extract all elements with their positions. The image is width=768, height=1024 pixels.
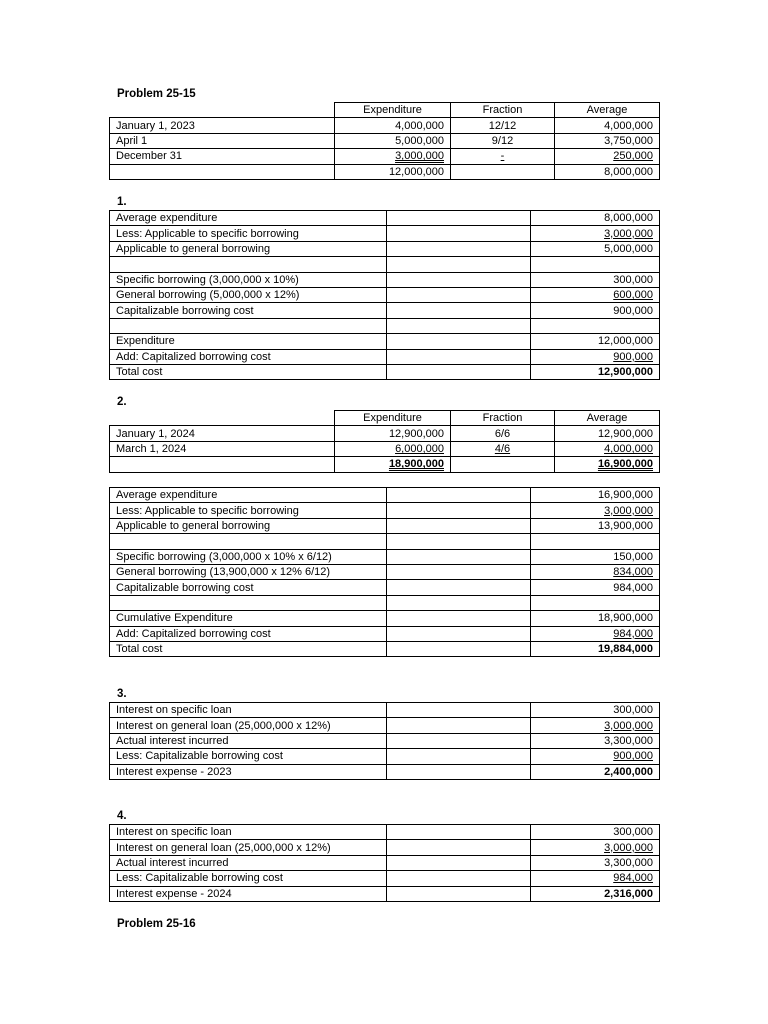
table-row xyxy=(110,303,660,318)
expenditure-schedule-2024 xyxy=(109,410,660,473)
row-label: Capitalizable borrowing cost xyxy=(110,580,387,595)
table-row xyxy=(110,518,660,533)
table-row xyxy=(110,364,660,379)
row-value: 3,000,000 xyxy=(604,719,653,732)
col-header-average: Average xyxy=(555,411,660,426)
row-label: December 31 xyxy=(110,149,335,164)
part-2-calculation-table xyxy=(109,487,660,657)
row-value: 300,000 xyxy=(531,825,660,840)
row-value: 984,000 xyxy=(613,872,653,885)
row-value: 150,000 xyxy=(531,549,660,564)
table-row xyxy=(110,611,660,626)
row-value xyxy=(531,318,660,333)
table-row xyxy=(110,257,660,272)
table-row xyxy=(110,349,660,364)
total-expenditure: 18,900,000 xyxy=(388,458,444,471)
table-row xyxy=(110,886,660,901)
part-3-table xyxy=(109,702,660,780)
table-row xyxy=(110,703,660,718)
next-problem-title: Problem 25-16 xyxy=(117,918,196,930)
table-row xyxy=(110,871,660,886)
row-label xyxy=(110,257,387,272)
row-value: 3,000,000 xyxy=(604,841,653,854)
row-value: 3,300,000 xyxy=(531,733,660,748)
row-label: Interest on specific loan xyxy=(110,703,387,718)
fraction-cell: 12/12 xyxy=(451,118,555,133)
table-row xyxy=(110,733,660,748)
row-value: 300,000 xyxy=(531,703,660,718)
row-value: 18,900,000 xyxy=(531,611,660,626)
table-row xyxy=(110,334,660,349)
table-row xyxy=(110,534,660,549)
col-header-average: Average xyxy=(555,103,660,118)
row-value: 5,000,000 xyxy=(531,241,660,256)
row-label: Total cost xyxy=(110,364,387,379)
row-label xyxy=(110,534,387,549)
row-value xyxy=(531,595,660,610)
table-row xyxy=(110,595,660,610)
row-label: Capitalizable borrowing cost xyxy=(110,303,387,318)
row-label: Less: Applicable to specific borrowing xyxy=(110,503,387,518)
row-label: Add: Capitalized borrowing cost xyxy=(110,626,387,641)
row-value: 13,900,000 xyxy=(531,518,660,533)
row-value: 19,884,000 xyxy=(531,641,660,656)
row-label: Applicable to general borrowing xyxy=(110,241,387,256)
row-label: January 1, 2023 xyxy=(110,118,335,133)
row-value: 16,900,000 xyxy=(531,488,660,503)
row-label: Average expenditure xyxy=(110,211,387,226)
average-cell: 4,000,000 xyxy=(604,442,653,455)
row-label: March 1, 2024 xyxy=(110,441,335,456)
part-1-table xyxy=(109,210,660,380)
fraction-cell: 9/12 xyxy=(451,133,555,148)
fraction-cell: 6/6 xyxy=(451,426,555,441)
average-cell: 4,000,000 xyxy=(555,118,660,133)
table-row xyxy=(110,855,660,870)
expenditure-cell: 5,000,000 xyxy=(335,133,451,148)
table-row xyxy=(110,503,660,518)
row-label: Less: Capitalizable borrowing cost xyxy=(110,749,387,764)
average-cell: 250,000 xyxy=(613,150,653,163)
row-label: Interest expense - 2023 xyxy=(110,764,387,779)
row-label: General borrowing (5,000,000 x 12%) xyxy=(110,287,387,302)
row-value: 12,900,000 xyxy=(531,364,660,379)
row-label: Actual interest incurred xyxy=(110,855,387,870)
col-header-fraction: Fraction xyxy=(451,103,555,118)
row-label: Interest expense - 2024 xyxy=(110,886,387,901)
total-average: 8,000,000 xyxy=(555,164,660,179)
table-row xyxy=(110,626,660,641)
row-label: Actual interest incurred xyxy=(110,733,387,748)
table-row xyxy=(110,840,660,855)
row-value: 834,000 xyxy=(613,566,653,579)
row-label: Cumulative Expenditure xyxy=(110,611,387,626)
row-label: Less: Applicable to specific borrowing xyxy=(110,226,387,241)
problem-title: Problem 25-15 xyxy=(117,88,196,100)
row-value: 2,400,000 xyxy=(531,764,660,779)
total-row xyxy=(110,457,660,472)
row-value: 3,000,000 xyxy=(604,504,653,517)
part-4-table xyxy=(109,824,660,902)
expenditure-cell: 3,000,000 xyxy=(395,150,444,163)
table-row xyxy=(110,426,660,441)
row-value xyxy=(531,534,660,549)
row-label: Specific borrowing (3,000,000 x 10%) xyxy=(110,272,387,287)
table-row xyxy=(110,211,660,226)
row-label: January 1, 2024 xyxy=(110,426,335,441)
row-value: 900,000 xyxy=(531,303,660,318)
row-label: Interest on specific loan xyxy=(110,825,387,840)
row-value: 3,000,000 xyxy=(604,227,653,240)
row-label: Expenditure xyxy=(110,334,387,349)
total-expenditure: 12,000,000 xyxy=(335,164,451,179)
col-header-expenditure: Expenditure xyxy=(335,103,451,118)
row-label xyxy=(110,595,387,610)
row-label: General borrowing (13,900,000 x 12% 6/12) xyxy=(110,564,387,579)
row-value: 8,000,000 xyxy=(531,211,660,226)
row-value xyxy=(531,257,660,272)
expenditure-cell: 6,000,000 xyxy=(395,442,444,455)
row-value: 984,000 xyxy=(531,580,660,595)
average-cell: 12,900,000 xyxy=(555,426,660,441)
table-row xyxy=(110,549,660,564)
part-3-heading: 3. xyxy=(117,688,127,700)
row-value: 900,000 xyxy=(613,750,653,763)
row-value: 600,000 xyxy=(613,289,653,302)
table-row xyxy=(110,241,660,256)
part-2-heading: 2. xyxy=(117,396,127,408)
table-row xyxy=(110,149,660,164)
table-row xyxy=(110,764,660,779)
row-label: Specific borrowing (3,000,000 x 10% x 6/12) xyxy=(110,549,387,564)
average-cell: 3,750,000 xyxy=(555,133,660,148)
row-label: April 1 xyxy=(110,133,335,148)
row-value: 2,316,000 xyxy=(531,886,660,901)
table-row xyxy=(110,118,660,133)
row-value: 300,000 xyxy=(531,272,660,287)
table-row xyxy=(110,564,660,579)
table-row xyxy=(110,318,660,333)
expenditure-cell: 4,000,000 xyxy=(335,118,451,133)
table-row xyxy=(110,226,660,241)
row-label: Interest on general loan (25,000,000 x 12%) xyxy=(110,718,387,733)
table-row xyxy=(110,441,660,456)
table-row xyxy=(110,580,660,595)
col-header-fraction: Fraction xyxy=(451,411,555,426)
row-label: Less: Capitalizable borrowing cost xyxy=(110,871,387,886)
row-value: 984,000 xyxy=(613,627,653,640)
table-row xyxy=(110,133,660,148)
row-label xyxy=(110,318,387,333)
row-value: 3,300,000 xyxy=(531,855,660,870)
row-value: 900,000 xyxy=(613,350,653,363)
table-row xyxy=(110,718,660,733)
table-row xyxy=(110,287,660,302)
total-average: 16,900,000 xyxy=(597,458,653,471)
row-label: Average expenditure xyxy=(110,488,387,503)
fraction-cell: - xyxy=(500,150,505,163)
row-value: 12,000,000 xyxy=(531,334,660,349)
row-label: Add: Capitalized borrowing cost xyxy=(110,349,387,364)
table-row xyxy=(110,825,660,840)
row-label: Applicable to general borrowing xyxy=(110,518,387,533)
table-row xyxy=(110,749,660,764)
expenditure-schedule-2023 xyxy=(109,102,660,180)
part-4-heading: 4. xyxy=(117,810,127,822)
expenditure-cell: 12,900,000 xyxy=(335,426,451,441)
part-1-heading: 1. xyxy=(117,196,127,208)
table-row xyxy=(110,488,660,503)
col-header-expenditure: Expenditure xyxy=(335,411,451,426)
table-row xyxy=(110,641,660,656)
row-label: Total cost xyxy=(110,641,387,656)
row-label: Interest on general loan (25,000,000 x 12%) xyxy=(110,840,387,855)
fraction-cell: 4/6 xyxy=(494,442,511,455)
total-row xyxy=(110,164,660,179)
table-row xyxy=(110,272,660,287)
